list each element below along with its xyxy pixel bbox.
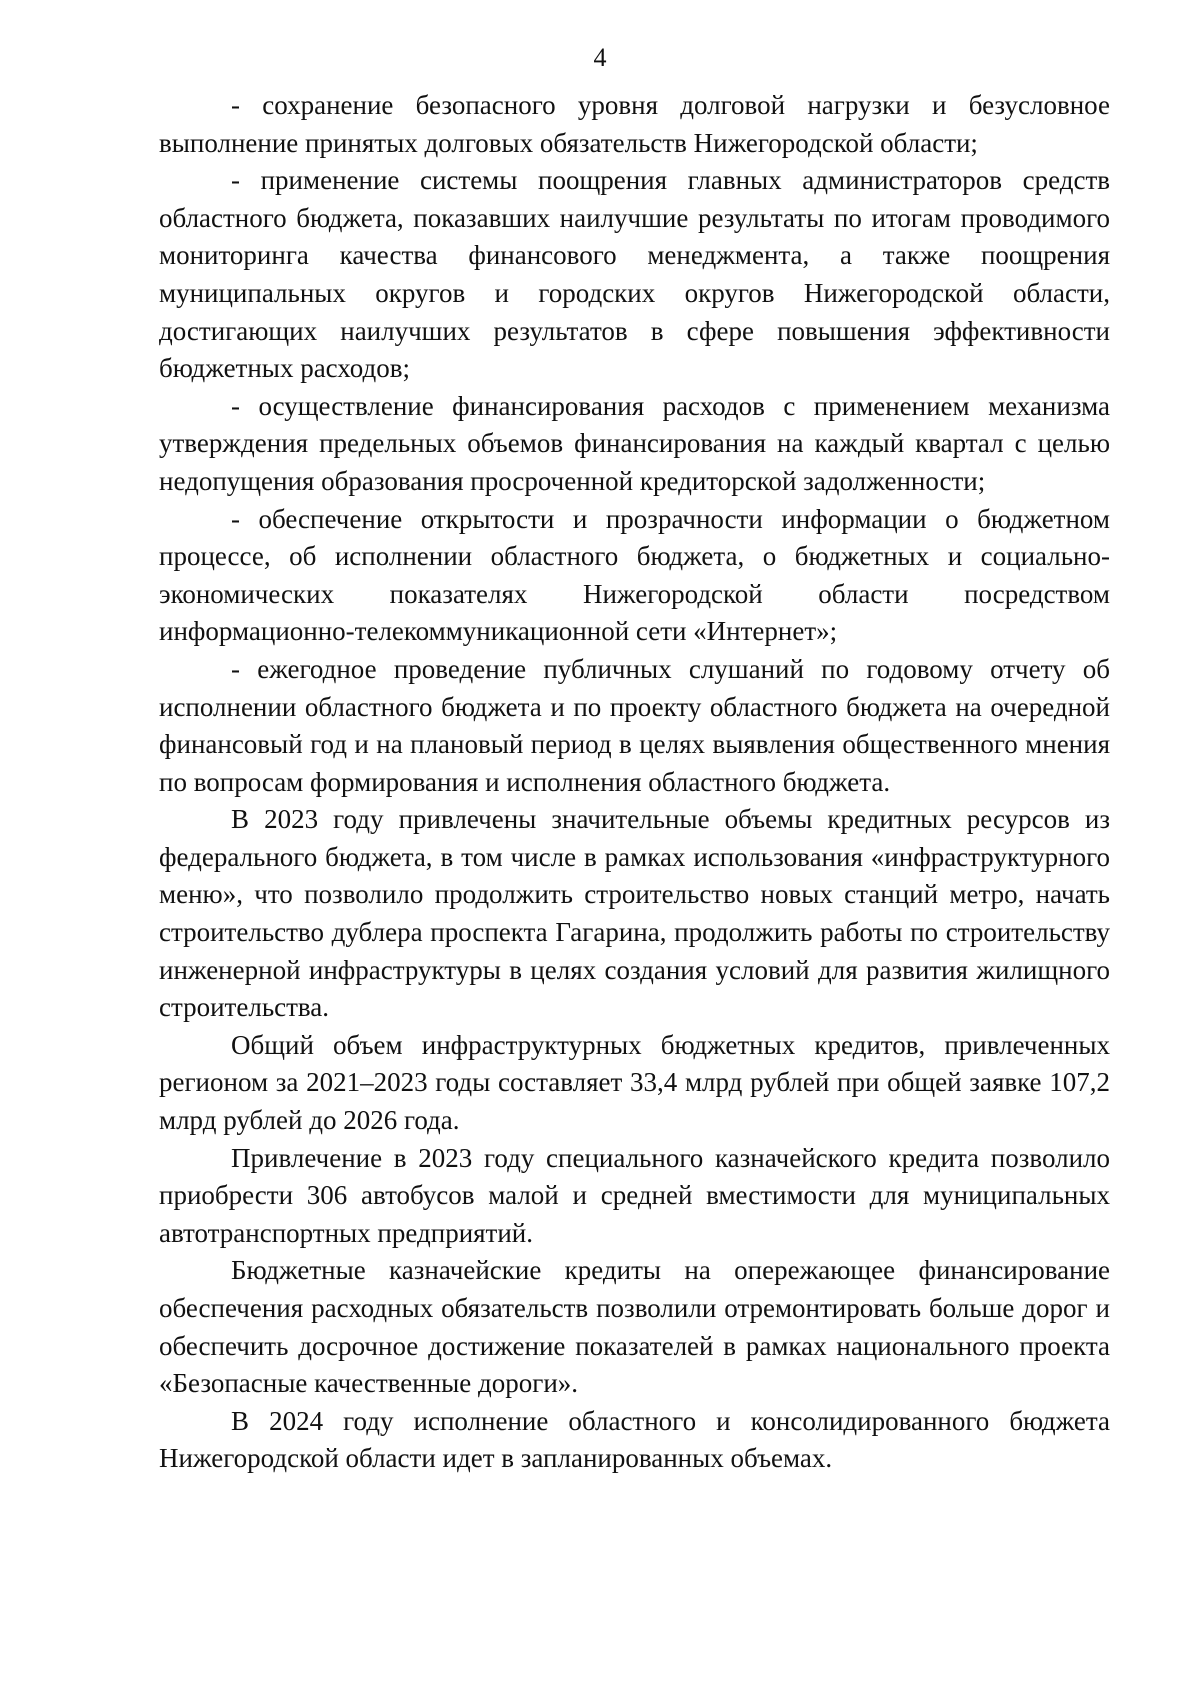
paragraph-road-repairs: Бюджетные казначейские кредиты на опережающее финансирование обеспечения расходных обязательств позволили отремонтировать больше дорог и обеспечить досрочное достижение показателей в рамках национального проекта «Безопасные качественные дороги».: [159, 1255, 1110, 1399]
paragraph-financing-limits: - осуществление финансирования расходов с применением механизма утверждения предельных объемов финансирования на каждый квартал с целью недопущения образования просроченной кредиторской задолженности;: [159, 390, 1110, 496]
paragraph-infrastructure-credits: Общий объем инфраструктурных бюджетных кредитов, привлеченных регионом за 2021–2023 годы составляет 33,4 млрд рублей при общей заявке 107,2 млрд рублей до 2026 года.: [159, 1029, 1110, 1136]
paragraph-incentive-system: - применение системы поощрения главных администраторов средств областного бюджета, показавших наилучшие результаты по итогам проводимого мониторинга качества финансового менеджмента, а также поощрения муниципальных округов и городских округов Нижегородской области, достигающих наилучших результатов в сфере повышения эффективности бюджетных расходов;: [159, 165, 1110, 384]
page-number: 4: [593, 43, 607, 72]
paragraph-safe-debt-level: - сохранение безопасного уровня долговой нагрузки и безусловное выполнение принятых долговых обязательств Нижегородской области;: [159, 90, 1110, 158]
paragraph-budget-transparency: - обеспечение открытости и прозрачности информации о бюджетном процессе, об исполнении областного бюджета, о бюджетных и социально-экономических показателях Нижегородской области посредством информационно-телекоммуникационной сети «Интернет»;: [159, 503, 1110, 647]
paragraph-public-hearings: - ежегодное проведение публичных слушаний по годовому отчету об исполнении областного бюджета и по проекту областного бюджета на очередной финансовый год и на плановый период в целях выявления общественного мнения по вопросам формирования и исполнения областного бюджета.: [159, 653, 1110, 797]
paragraph-credit-resources-2023: В 2023 году привлечены значительные объемы кредитных ресурсов из федерального бюджета, в том числе в рамках использования «инфраструктурного меню», что позволило продолжить строительство новых станций метро, начать строительство дублера проспекта Гагарина, продолжить работы по строительству инженерной инфраструктуры в целях создания условий для развития жилищного строительства.: [159, 804, 1110, 1023]
paragraph-budget-execution-2024: В 2024 году исполнение областного и консолидированного бюджета Нижегородской области идет в запланированных объемах.: [159, 1405, 1110, 1474]
paragraph-treasury-credit-buses: Привлечение в 2023 году специального казначейского кредита позволило приобрести 306 автобусов малой и средней вместимости для муниципальных автотранспортных предприятий.: [159, 1142, 1110, 1248]
document-body: [159, 87, 1110, 1478]
